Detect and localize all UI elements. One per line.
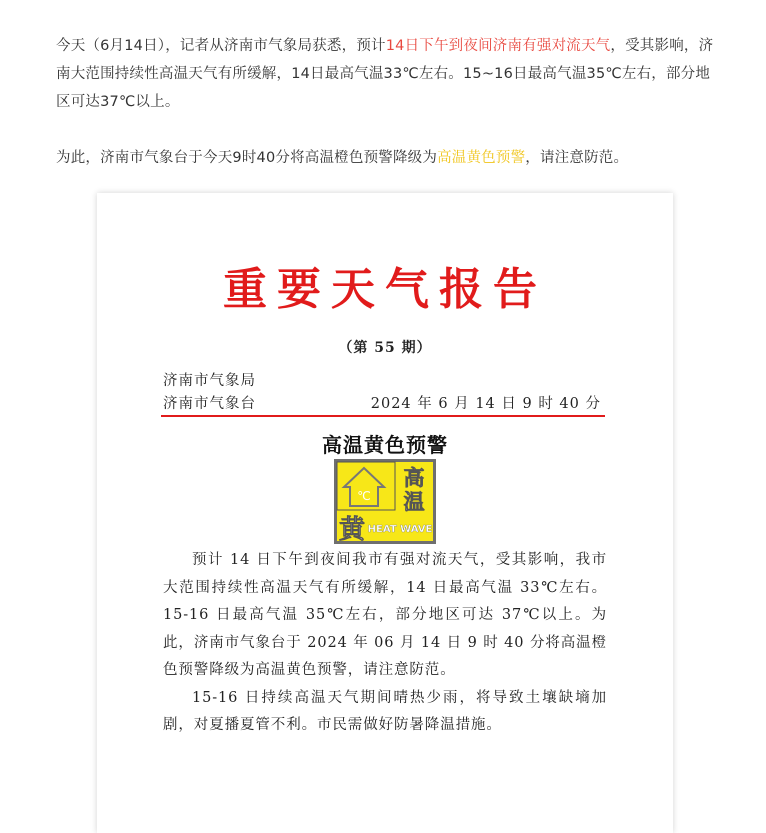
article-text-segment: ，受其影响，济南大范围持续性高温天气有所缓解，14日最高气温33℃左右。15~16日最高气温35℃左右，部分地区可达37℃以上。 bbox=[56, 38, 714, 110]
report-date: 2024 年 6 月 14 日 9 时 40 分 bbox=[370, 396, 601, 412]
article-text-segment: 为此，济南市气象台于今天9时40分将高温橙色预警降级为 bbox=[56, 150, 438, 166]
article-text bbox=[56, 32, 720, 172]
red-divider bbox=[161, 415, 605, 417]
article-text-segment: 今天（6月14日），记者从济南市气象局获悉，预计 bbox=[56, 38, 386, 54]
article-text-segment: ，请注意防范。 bbox=[525, 150, 629, 166]
icon-char-yellow: 黄 bbox=[338, 515, 366, 544]
article-paragraph-1 bbox=[56, 32, 720, 116]
degree-symbol: ℃ bbox=[357, 489, 371, 503]
warning-title: 高温黄色预警 bbox=[322, 433, 448, 457]
issuer-observatory: 济南市气象台 bbox=[163, 396, 256, 412]
issue-number: （第 55 期） bbox=[338, 340, 432, 356]
heat-warning-icon-graphic bbox=[334, 459, 436, 544]
report-body-paragraph-1: 预计 14 日下午到夜间我市有强对流天气，受其影响，我市大范围持续性高温天气有所缓解，14 日最高气温 33℃左右。15-16 日最高气温 35℃左右，部分地区可达 37℃以上。为此，济南市气象台于 2024 年 06 月 14 日 9 时 40 分将高温橙色预警降级为高温黄色预警，请注意防范。 bbox=[163, 552, 607, 678]
report-body-paragraph-2: 15-16 日持续高温天气期间晴热少雨，将导致土壤缺墒加剧，对夏播夏管不利。市民需做好防暑降温措施。 bbox=[163, 689, 607, 733]
highlight-red-text: 14日下午到夜间济南有强对流天气 bbox=[385, 38, 611, 54]
highlight-yellow-text: 高温黄色预警 bbox=[437, 150, 526, 166]
icon-char-high: 高 bbox=[403, 465, 425, 490]
issuer-bureau: 济南市气象局 bbox=[163, 373, 256, 389]
weather-report-document-image bbox=[97, 193, 673, 833]
report-body bbox=[163, 547, 607, 740]
report-title: 重要天气报告 bbox=[223, 264, 547, 315]
icon-char-temp: 温 bbox=[403, 489, 425, 514]
heat-warning-yellow-icon bbox=[334, 459, 436, 544]
article-paragraph-2 bbox=[56, 144, 720, 172]
heat-wave-label: HEAT WAVE bbox=[367, 524, 433, 535]
